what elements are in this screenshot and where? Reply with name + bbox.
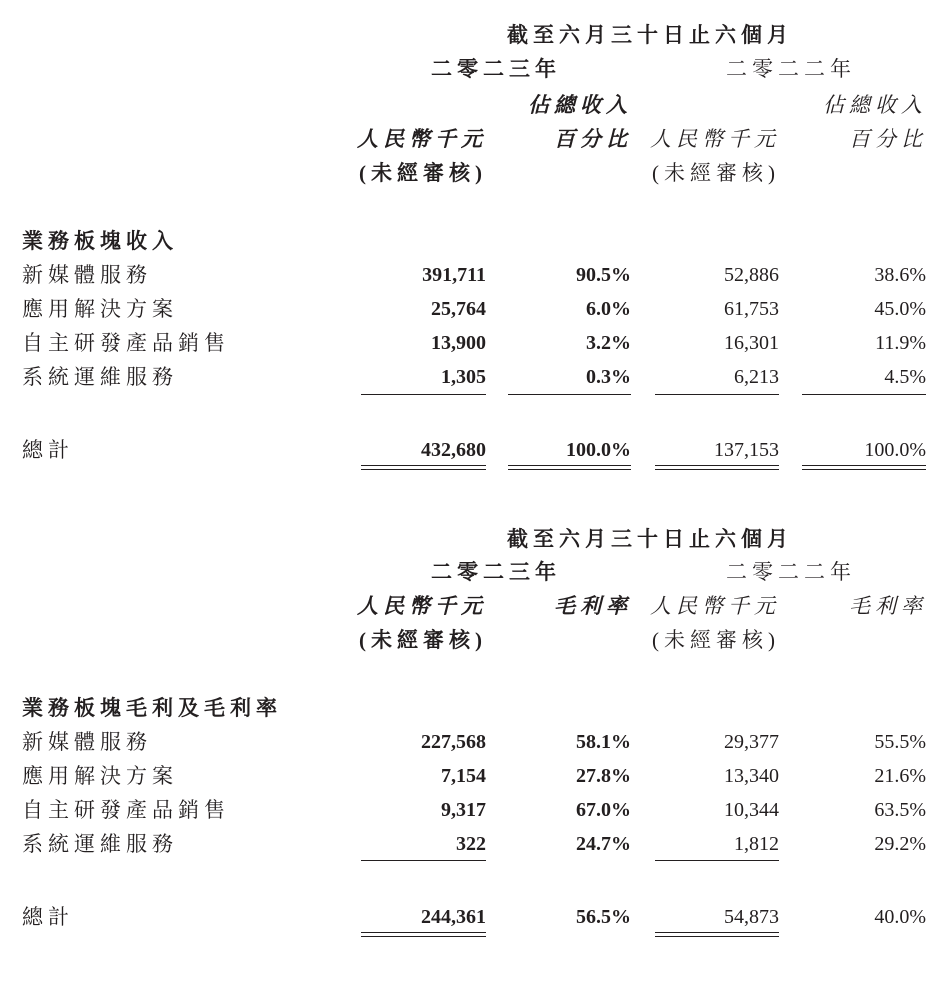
value-2022: 10,344 (724, 799, 779, 821)
year-2022-header: 二零二二年 (726, 57, 856, 81)
period-header: 截至六月三十日止六個月 (507, 527, 793, 551)
pct-2023: 58.1% (576, 731, 631, 753)
amount-header-2022: 人民幣千元 (650, 594, 780, 618)
value-2023: 7,154 (441, 765, 486, 787)
total-value-2022: 137,153 (714, 439, 779, 461)
pct-2022: 38.6% (874, 264, 926, 286)
pct-header-2022-line2: 百分比 (849, 127, 927, 151)
value-2022: 52,886 (724, 264, 779, 286)
total-value-2023: 244,361 (421, 906, 486, 928)
total-pct-2022: 40.0% (874, 906, 926, 928)
pct-header-2022-line1: 佔總收入 (823, 93, 927, 117)
total-label: 總計 (22, 438, 74, 462)
pct-2023: 0.3% (586, 366, 631, 388)
section-title: 業務板塊毛利及毛利率 (22, 696, 282, 720)
subtotal-rule (655, 394, 779, 395)
row-label: 自主研發產品銷售 (22, 331, 230, 355)
year-2022-header: 二零二二年 (726, 560, 856, 584)
pct-2023: 67.0% (576, 799, 631, 821)
total-double-rule (655, 469, 779, 470)
pct-header-2023-line2: 百分比 (554, 127, 632, 151)
period-header: 截至六月三十日止六個月 (507, 23, 793, 47)
row-label: 應用解決方案 (22, 764, 178, 788)
total-pct-2023: 56.5% (576, 906, 631, 928)
unaudited-2023: (未經審核) (359, 628, 487, 652)
section-title: 業務板塊收入 (22, 229, 178, 253)
total-double-rule (361, 465, 486, 466)
year-2023-header: 二零二三年 (431, 57, 561, 81)
row-label: 系統運維服務 (22, 832, 178, 856)
pct-2022: 29.2% (874, 833, 926, 855)
total-double-rule (361, 936, 486, 937)
value-2022: 1,812 (734, 833, 779, 855)
value-2022: 61,753 (724, 298, 779, 320)
total-double-rule (508, 465, 631, 466)
unaudited-2023: (未經審核) (359, 161, 487, 185)
row-label: 應用解決方案 (22, 297, 178, 321)
total-double-rule (802, 469, 926, 470)
total-double-rule (802, 465, 926, 466)
subtotal-rule (655, 860, 779, 861)
subtotal-rule (802, 394, 926, 395)
value-2022: 16,301 (724, 332, 779, 354)
value-2023: 391,711 (422, 264, 486, 286)
value-2023: 9,317 (441, 799, 486, 821)
pct-2022: 11.9% (875, 332, 926, 354)
unaudited-2022: (未經審核) (652, 628, 780, 652)
total-value-2022: 54,873 (724, 906, 779, 928)
total-double-rule (361, 469, 486, 470)
value-2023: 1,305 (441, 366, 486, 388)
pct-2023: 6.0% (586, 298, 631, 320)
total-double-rule (361, 932, 486, 933)
subtotal-rule (361, 860, 486, 861)
pct-2023: 3.2% (586, 332, 631, 354)
total-double-rule (655, 936, 779, 937)
unaudited-2022: (未經審核) (652, 161, 780, 185)
row-label: 自主研發產品銷售 (22, 798, 230, 822)
margin-header-2023: 毛利率 (554, 594, 632, 618)
pct-2023: 27.8% (576, 765, 631, 787)
value-2022: 29,377 (724, 731, 779, 753)
pct-2022: 63.5% (874, 799, 926, 821)
value-2023: 25,764 (431, 298, 486, 320)
row-label: 系統運維服務 (22, 365, 178, 389)
total-pct-2022: 100.0% (864, 439, 926, 461)
pct-2023: 90.5% (576, 264, 631, 286)
year-2023-header: 二零二三年 (431, 560, 561, 584)
value-2023: 227,568 (421, 731, 486, 753)
subtotal-rule (361, 394, 486, 395)
pct-header-2023-line1: 佔總收入 (528, 93, 632, 117)
value-2022: 6,213 (734, 366, 779, 388)
value-2023: 322 (456, 833, 486, 855)
amount-header-2022: 人民幣千元 (650, 127, 780, 151)
total-pct-2023: 100.0% (566, 439, 631, 461)
pct-2022: 45.0% (874, 298, 926, 320)
subtotal-rule (508, 394, 631, 395)
total-double-rule (655, 465, 779, 466)
value-2023: 13,900 (431, 332, 486, 354)
value-2022: 13,340 (724, 765, 779, 787)
total-value-2023: 432,680 (421, 439, 486, 461)
pct-2023: 24.7% (576, 833, 631, 855)
total-double-rule (508, 469, 631, 470)
pct-2022: 4.5% (884, 366, 926, 388)
total-label: 總計 (22, 905, 74, 929)
amount-header-2023: 人民幣千元 (357, 594, 487, 618)
pct-2022: 55.5% (874, 731, 926, 753)
margin-header-2022: 毛利率 (849, 594, 927, 618)
row-label: 新媒體服務 (22, 263, 152, 287)
total-double-rule (655, 932, 779, 933)
pct-2022: 21.6% (874, 765, 926, 787)
row-label: 新媒體服務 (22, 730, 152, 754)
amount-header-2023: 人民幣千元 (357, 127, 487, 151)
